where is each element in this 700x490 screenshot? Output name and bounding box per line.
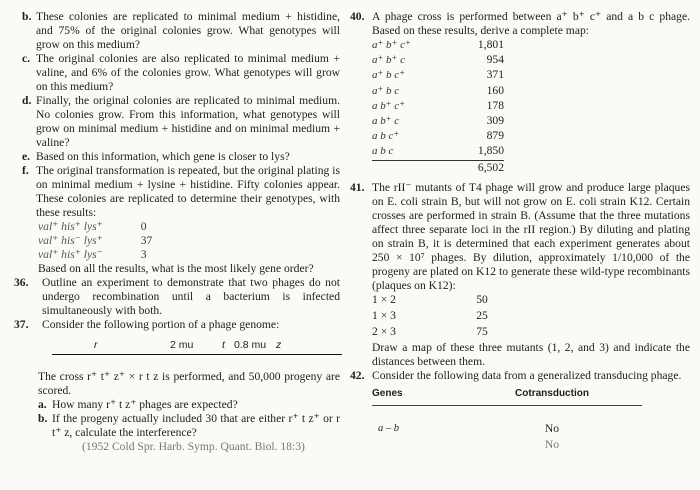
map-distance-1: 2 mu — [170, 339, 194, 351]
q40-table — [372, 38, 504, 176]
q35-c-text: The original colonies are also replicated to minimal medium + valine, and 6% of the colonies grow. What genotypes will grow on this medium? — [36, 52, 340, 93]
q35-part-f — [22, 164, 340, 220]
q37-cross: The cross r⁺ t⁺ z⁺ × r t z is performed, and 50,000 progeny are scored. — [38, 370, 340, 397]
q35-results-table — [38, 220, 152, 262]
count-cell: 1,850 — [444, 144, 504, 160]
genotype-cell: a⁺ b⁺ c⁺ — [372, 39, 411, 51]
q37-part-b — [38, 412, 340, 440]
count-cell: 0 — [140, 220, 147, 233]
count-cell: 1,801 — [477, 38, 504, 51]
footer-citation: (1952 Cold Spr. Harb. Symp. Quant. Biol. 18:3) — [82, 440, 305, 453]
q35-b-text: These colonies are replicated to minimal medium + histidine, and 75% of the original colonies grow. What genotypes will grow on this medium? — [36, 10, 340, 51]
table-row — [372, 53, 504, 68]
cotransduction-cell-cut: No — [544, 437, 560, 451]
count-cell: 954 — [486, 53, 504, 67]
header-cotransduction: Cotransduction — [462, 387, 642, 406]
count-cell: 25 — [476, 308, 488, 322]
q41-text: The rII⁻ mutants of T4 phage will grow and produce large plaques on E. coli strain B, but will not grow on E. coli strain K12. Certain crosses are performed in strain B. (Assume that the three mutations affect three separate loci in the rII region.) By diluting and plating on strain B, it is determined that each experiment generates about 250 × 10⁷ phages. By dilution, approximately 1/10,000 of the progeny are plated on K12 to generate these wild-type recombinants (plaques on K12): — [372, 180, 690, 292]
genotype-cell: val⁺ his⁻ lys⁺ — [38, 234, 103, 247]
table-row — [372, 309, 512, 325]
q35-f-text: The original transformation is repeated, but the original plating is on minimal medium + lysine + histidine. Fifty colonies appear. These colonies are replicated to determine their genotypes, with these results: — [36, 164, 340, 219]
table-row — [372, 293, 512, 309]
cross-cell: 1 × 2 — [372, 292, 396, 306]
map-distance-2: 0.8 mu — [234, 339, 267, 351]
genotype-cell: a⁺ b c⁺ — [372, 69, 405, 82]
count-cell: 160 — [486, 83, 504, 97]
genotype-cell: a b c — [372, 144, 444, 160]
genotype-cell: a b⁺ c — [372, 114, 400, 127]
question-36 — [14, 276, 340, 318]
q35-d-label: d. — [22, 94, 32, 107]
q36-number: 36. — [14, 276, 29, 289]
table-header-row — [372, 387, 642, 406]
left-column — [14, 10, 340, 454]
q35-b-label: b. — [22, 10, 32, 23]
cross-cell: 1 × 3 — [372, 308, 396, 322]
q37-a-text: How many r⁺ t z⁺ phages are expected? — [52, 398, 238, 411]
q40-number: 40. — [350, 10, 365, 23]
table-row — [372, 422, 642, 438]
question-37 — [14, 318, 340, 332]
q35-e-label: e. — [22, 150, 31, 163]
genes-cell: a – b — [378, 422, 399, 434]
count-cell: 879 — [486, 129, 504, 143]
table-row — [372, 144, 504, 160]
genotype-cell: val⁺ his⁺ lys⁻ — [38, 248, 103, 261]
q42-text: Consider the following data from a generalized transducing phage. — [372, 368, 682, 382]
q37-text: Consider the following portion of a phage genome: — [42, 318, 280, 331]
genome-map — [52, 338, 342, 364]
genotype-cell: a⁺ b⁺ c — [372, 54, 405, 67]
table-row — [38, 248, 152, 262]
count-cell: 309 — [486, 113, 504, 127]
count-cell: 178 — [486, 98, 504, 112]
q41-tail: Draw a map of these three mutants (1, 2, and 3) and indicate the distances between them. — [372, 340, 690, 368]
total-cell: 6,502 — [477, 160, 504, 174]
q41-number: 41. — [350, 180, 365, 194]
table-row — [372, 438, 642, 454]
q37-part-a — [38, 398, 340, 412]
q35-part-e — [22, 150, 340, 164]
q35-d-text: Finally, the original colonies are replicated to minimal medium. No colonies grow. From this information, what genotypes will grow on minimal medium + histidine and on minimal medium + valine? — [36, 94, 340, 149]
count-cell: 75 — [476, 324, 488, 338]
q42-number: 42. — [350, 368, 365, 382]
count-cell: 371 — [486, 68, 504, 82]
q35-tail: Based on all the results, what is the most likely gene order? — [38, 262, 314, 275]
map-locus-r: r — [94, 339, 98, 351]
table-row — [38, 234, 152, 248]
header-genes: Genes — [372, 387, 462, 406]
q42-table — [372, 387, 642, 454]
question-40 — [352, 10, 690, 38]
map-locus-z: z — [276, 339, 282, 351]
genotype-cell: a b c⁺ — [372, 130, 400, 143]
cotransduction-cell: No — [544, 421, 560, 435]
q35-part-b — [22, 10, 340, 52]
count-cell: 3 — [140, 248, 147, 261]
right-column — [352, 10, 690, 454]
table-row — [372, 84, 504, 99]
q37-number: 37. — [14, 318, 29, 331]
genotype-cell: a b⁺ c⁺ — [372, 99, 405, 112]
question-41 — [352, 181, 690, 293]
q35-part-c — [22, 52, 340, 94]
table-row — [38, 220, 152, 234]
table-row — [372, 129, 504, 144]
genotype-cell: a⁺ b c — [372, 84, 400, 97]
table-total-row — [372, 160, 504, 176]
q35-c-label: c. — [22, 52, 31, 65]
table-row — [372, 68, 504, 83]
table-row — [372, 99, 504, 114]
q37-a-label: a. — [38, 398, 47, 411]
q41-table — [372, 293, 512, 341]
table-row — [372, 325, 512, 341]
q35-f-label: f. — [22, 164, 29, 177]
genotype-cell: val⁺ his⁺ lys⁺ — [38, 220, 103, 233]
q40-text: A phage cross is performed between a⁺ b⁺ c⁺ and a b c phage. Based on these results, derive a complete map: — [372, 10, 690, 37]
q37-b-text: If the progeny actually included 30 that are either r⁺ t z⁺ or r t⁺ z, calculate the interference? — [52, 412, 340, 439]
q35-part-d — [22, 94, 340, 150]
table-row — [372, 114, 504, 129]
table-row — [372, 38, 504, 53]
map-locus-t: t — [222, 339, 225, 351]
q36-text: Outline an experiment to demonstrate that two phages do not undergo recombination until a bacterium is infected simultaneously with both. — [42, 276, 340, 317]
genome-map-line — [52, 354, 342, 355]
count-cell: 50 — [476, 292, 488, 306]
cross-cell: 2 × 3 — [372, 324, 396, 338]
q35-e-text: Based on this information, which gene is closer to lys? — [36, 150, 290, 163]
question-42 — [352, 369, 690, 383]
count-cell: 37 — [140, 234, 153, 247]
q37-b-label: b. — [38, 412, 48, 425]
